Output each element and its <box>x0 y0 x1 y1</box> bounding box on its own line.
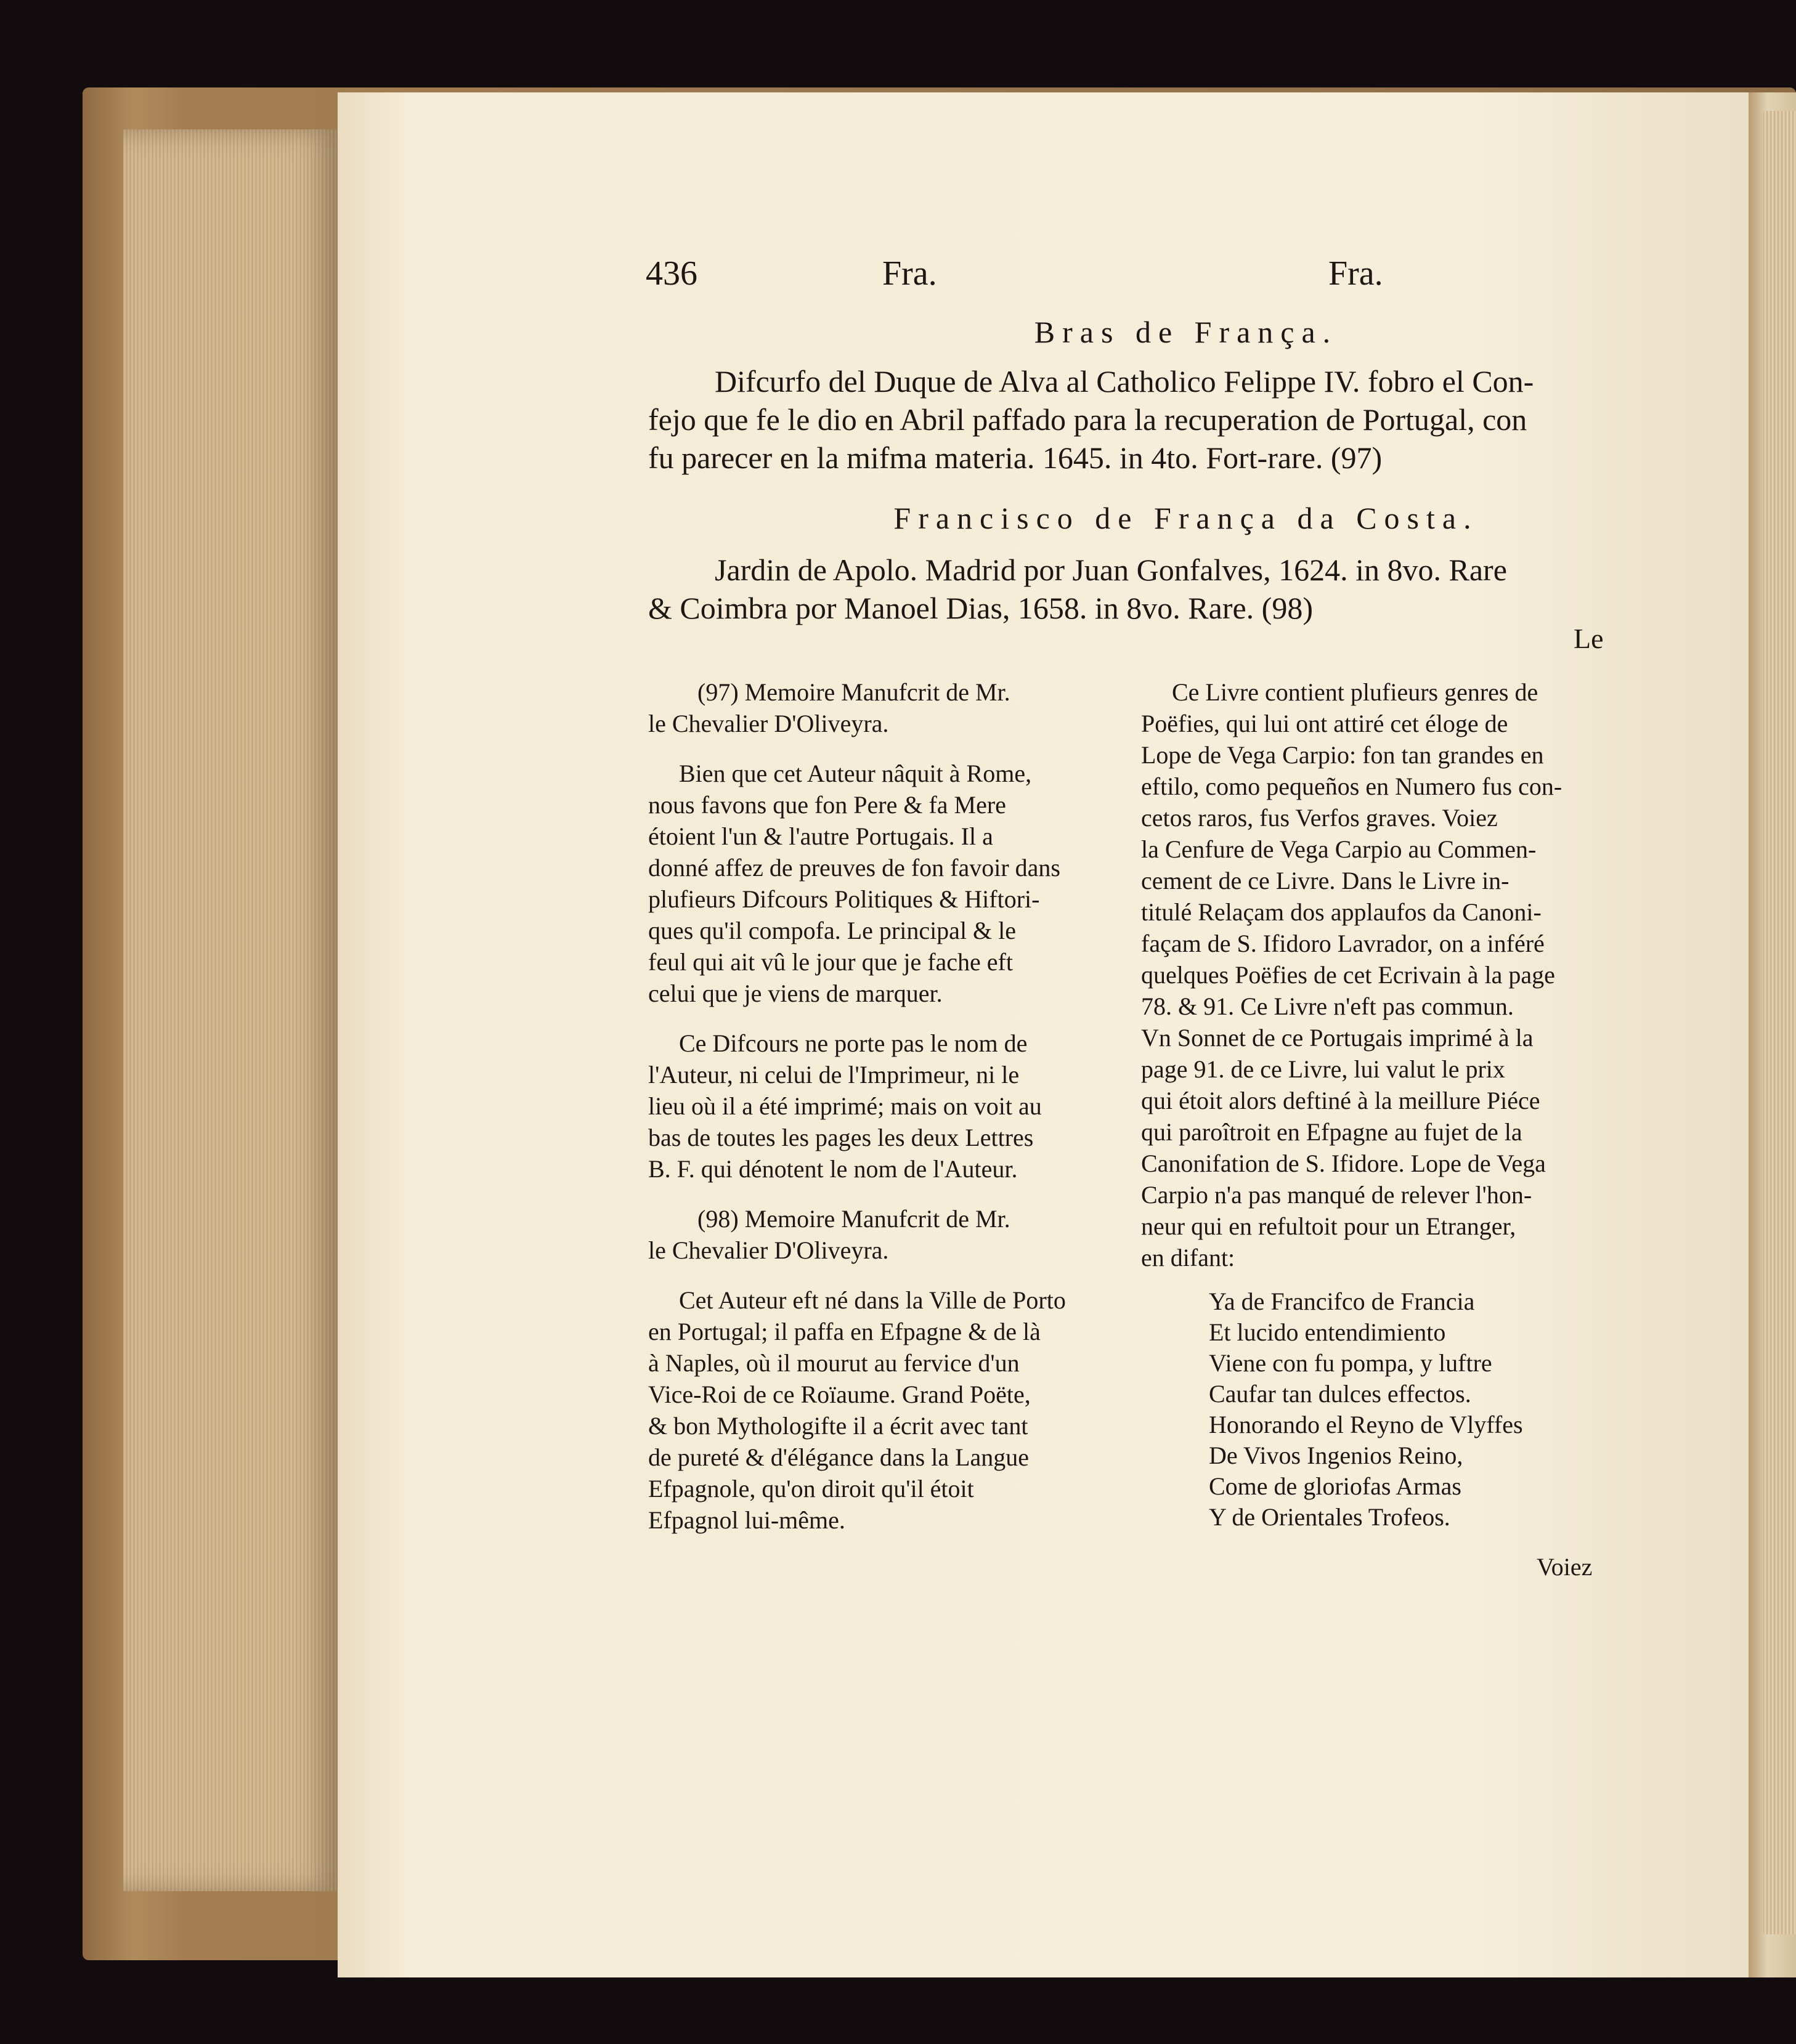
note-line: Efpagnole, qu'on diroit qu'il étoit <box>648 1475 974 1503</box>
note-line: à Naples, où il mourut au fervice d'un <box>648 1349 1020 1377</box>
note-line: de pureté & d'élégance dans la Langue <box>648 1443 1030 1471</box>
entry-line: & Coimbra por Manoel Dias, 1658. in 8vo. Rare. (98) <box>648 591 1313 625</box>
note-line: Vn Sonnet de ce Portugais imprimé à la <box>1141 1024 1534 1052</box>
verse-line: Honorando el Reyno de Vlyffes <box>1209 1411 1523 1438</box>
right-column <box>1141 676 1562 1273</box>
note-line: la Cenfure de Vega Carpio au Commen- <box>1141 835 1537 863</box>
verse-line: Ya de Francifco de Francia <box>1209 1288 1475 1315</box>
note-line: B. F. qui dénotent le nom de l'Auteur. <box>648 1155 1018 1183</box>
note-line: quelques Poëfies de cet Ecrivain à la page <box>1141 961 1555 989</box>
note-line: cetos raros, fus Verfos graves. Voiez <box>1141 804 1498 832</box>
running-head-left: Fra. <box>882 254 937 293</box>
note-line: (98) Memoire Manufcrit de Mr. <box>697 1205 1010 1233</box>
note-line: (97) Memoire Manufcrit de Mr. <box>697 678 1010 706</box>
note-line: ques qu'il compofa. Le principal & le <box>648 917 1017 944</box>
author-heading: Francisco de França da Costa. <box>893 501 1479 535</box>
note-line: qui étoit alors deftiné à la meillure Piéce <box>1141 1087 1540 1114</box>
page-edge-right <box>1763 111 1796 1934</box>
note-line: Canonifation de S. Ifidore. Lope de Vega <box>1141 1150 1546 1177</box>
note-line: Carpio n'a pas manqué de relever l'hon- <box>1141 1181 1532 1209</box>
note-line: donné affez de preuves de fon favoir dans <box>648 854 1060 882</box>
verse-line: Y de Orientales Trofeos. <box>1209 1503 1450 1531</box>
verse-line: Come de gloriofas Armas <box>1209 1472 1461 1500</box>
entry-line: Jardin de Apolo. Madrid por Juan Gonfalves, 1624. in 8vo. Rare <box>715 553 1507 587</box>
note-line: Poëfies, qui lui ont attiré cet éloge de <box>1141 710 1508 737</box>
verse-line: Viene con fu pompa, y luftre <box>1209 1349 1492 1377</box>
running-head-right: Fra. <box>1328 254 1383 293</box>
entry-line: fu parecer en la mifma materia. 1645. in 4to. Fort-rare. (97) <box>648 440 1383 475</box>
note-line: neur qui en refultoit pour un Etranger, <box>1141 1212 1516 1240</box>
note-line: Cet Auteur eft né dans la Ville de Porto <box>679 1286 1066 1314</box>
note-line: titulé Relaçam dos applaufos da Canoni- <box>1141 898 1542 926</box>
verse <box>1209 1286 1523 1533</box>
note-line: 78. & 91. Ce Livre n'eft pas commun. <box>1141 992 1514 1020</box>
note-line: Vice-Roi de ce Roïaume. Grand Poëte, <box>648 1381 1031 1408</box>
page-number: 436 <box>646 254 697 293</box>
note-line: en Portugal; il paffa en Efpagne & de là <box>648 1318 1041 1345</box>
left-column <box>648 676 1066 1536</box>
note-line: cement de ce Livre. Dans le Livre in- <box>1141 867 1510 894</box>
note-line: Ce Livre contient plufieurs genres de <box>1172 678 1538 706</box>
note-line: en difant: <box>1141 1244 1235 1271</box>
note-line: façam de S. Ifidoro Lavrador, on a inféré <box>1141 930 1545 957</box>
note-line: feul qui ait vû le jour que je fache eft <box>648 948 1013 976</box>
note-line: qui paroîtroit en Efpagne au fujet de la <box>1141 1118 1522 1146</box>
note-line: page 91. de ce Livre, lui valut le prix <box>1141 1055 1505 1083</box>
note-line: eftilo, como pequeños en Numero fus con- <box>1141 773 1562 800</box>
verse-line: De Vivos Ingenios Reino, <box>1209 1442 1463 1469</box>
note-line: Lope de Vega Carpio: fon tan grandes en <box>1141 741 1544 769</box>
page-edge-left <box>123 129 340 1891</box>
note-line: Efpagnol lui-même. <box>648 1506 845 1534</box>
note-line: le Chevalier D'Oliveyra. <box>648 710 889 737</box>
verse-line: Caufar tan dulces effectos. <box>1209 1380 1471 1408</box>
catchword-bottom: Voiez <box>1537 1553 1593 1581</box>
note-line: le Chevalier D'Oliveyra. <box>648 1236 889 1264</box>
note-line: plufieurs Difcours Politiques & Hiftori- <box>648 885 1040 913</box>
author-heading: Bras de França. <box>1034 315 1338 349</box>
verse-line: Et lucido entendimiento <box>1209 1318 1446 1346</box>
note-line: l'Auteur, ni celui de l'Imprimeur, ni le <box>648 1061 1020 1089</box>
note-line: Ce Difcours ne porte pas le nom de <box>679 1029 1028 1057</box>
note-line: lieu où il a été imprimé; mais on voit au <box>648 1092 1042 1120</box>
note-line: étoient l'un & l'autre Portugais. Il a <box>648 822 993 850</box>
catchword-top: Le <box>1574 623 1604 654</box>
entry-line: fejo que fe le dio en Abril paffado para la recuperation de Portugal, con <box>648 402 1527 437</box>
entry-line: Difcurfo del Duque de Alva al Catholico Felippe IV. fobro el Con- <box>715 364 1534 399</box>
note-line: Bien que cet Auteur nâquit à Rome, <box>679 760 1032 787</box>
note-line: nous favons que fon Pere & fa Mere <box>648 791 1006 819</box>
note-line: & bon Mythologifte il a écrit avec tant <box>648 1412 1028 1440</box>
note-line: celui que je viens de marquer. <box>648 979 943 1007</box>
note-line: bas de toutes les pages les deux Lettres <box>648 1124 1034 1151</box>
